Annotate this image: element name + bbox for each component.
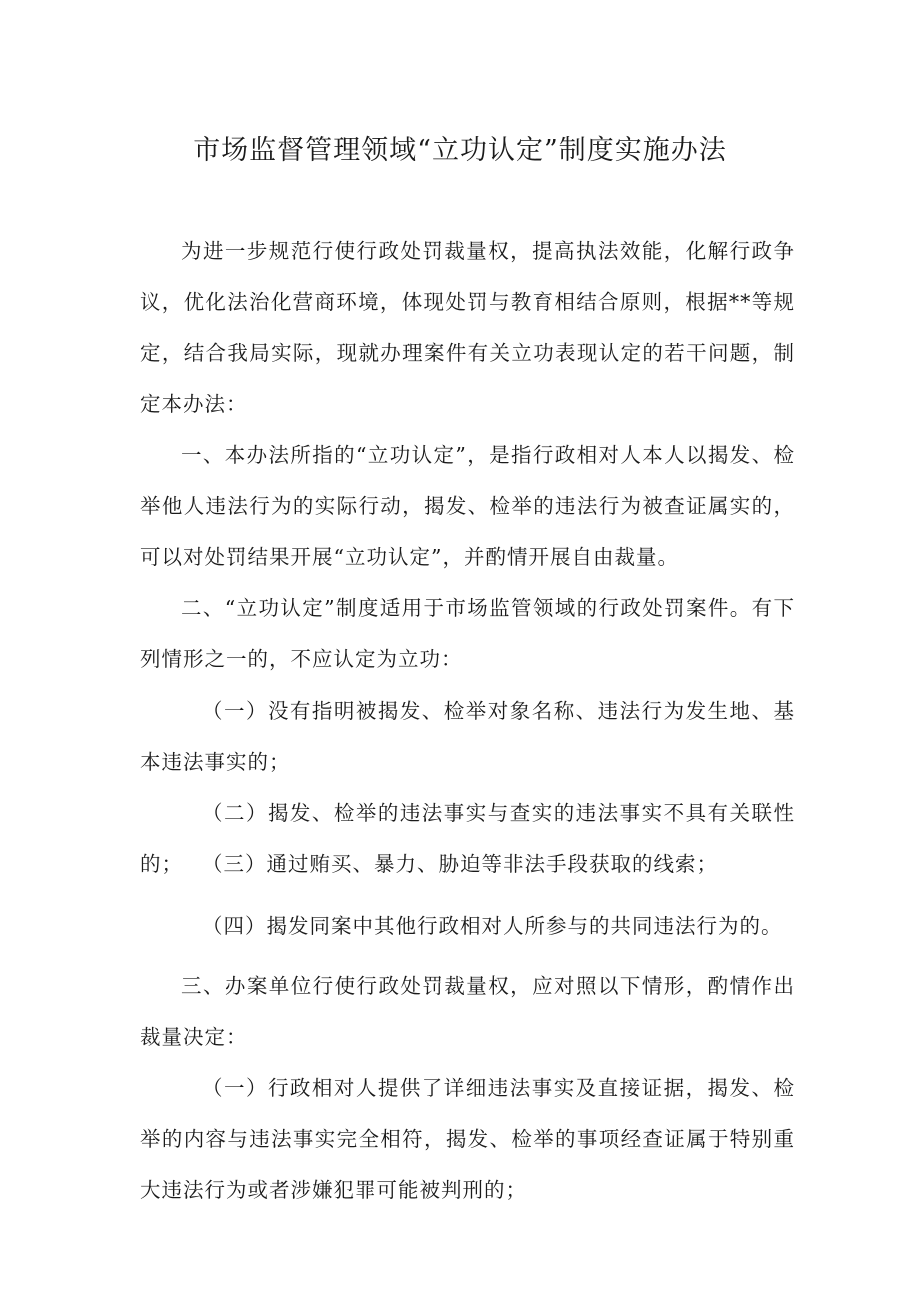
paragraph-article-2-item-1: （一）没有指明被揭发、检举对象名称、违法行为发生地、基本违法事实的； <box>140 699 795 774</box>
paragraph-article-2-item-3: （三）通过贿买、暴力、胁迫等非法手段获取的线索； <box>202 852 718 876</box>
paragraph-article-2-item-2: （二）揭发、检举的违法事实与查实的违法事实不具有关联性的； <box>140 801 795 876</box>
document-title: 市场监督管理领域“立功认定”制度实施办法 <box>193 135 727 166</box>
paragraph-article-3: 三、办案单位行使行政处罚裁量权，应对照以下情形，酌情作出裁量决定： <box>140 974 795 1049</box>
paragraph-article-2: 二、“立功认定”制度适用于市场监管领域的行政处罚案件。有下列情形之一的，不应认定为立功： <box>140 596 795 671</box>
paragraph-article-1: 一、本办法所指的“立功认定”，是指行政相对人本人以揭发、检举他人违法行为的实际行动，揭发、检举的违法行为被查证属实的，可以对处罚结果开展“立功认定”，并酌情开展自由裁量。 <box>140 443 795 569</box>
paragraph-article-2-item-4: （四）揭发同案中其他行政相对人所参与的共同违法行为的。 <box>202 914 783 938</box>
paragraph-intro: 为进一步规范行使行政处罚裁量权，提高执法效能，化解行政争议，优化法治化营商环境，体现处罚与教育相结合原则，根据**等规定，结合我局实际，现就办理案件有关立功表现认定的若干问题，制定本办法： <box>140 239 795 416</box>
paragraph-article-3-item-1: （一）行政相对人提供了详细违法事实及直接证据，揭发、检举的内容与违法事实完全相符，揭发、检举的事项经查证属于特别重大违法行为或者涉嫌犯罪可能被判刑的； <box>140 1076 795 1202</box>
